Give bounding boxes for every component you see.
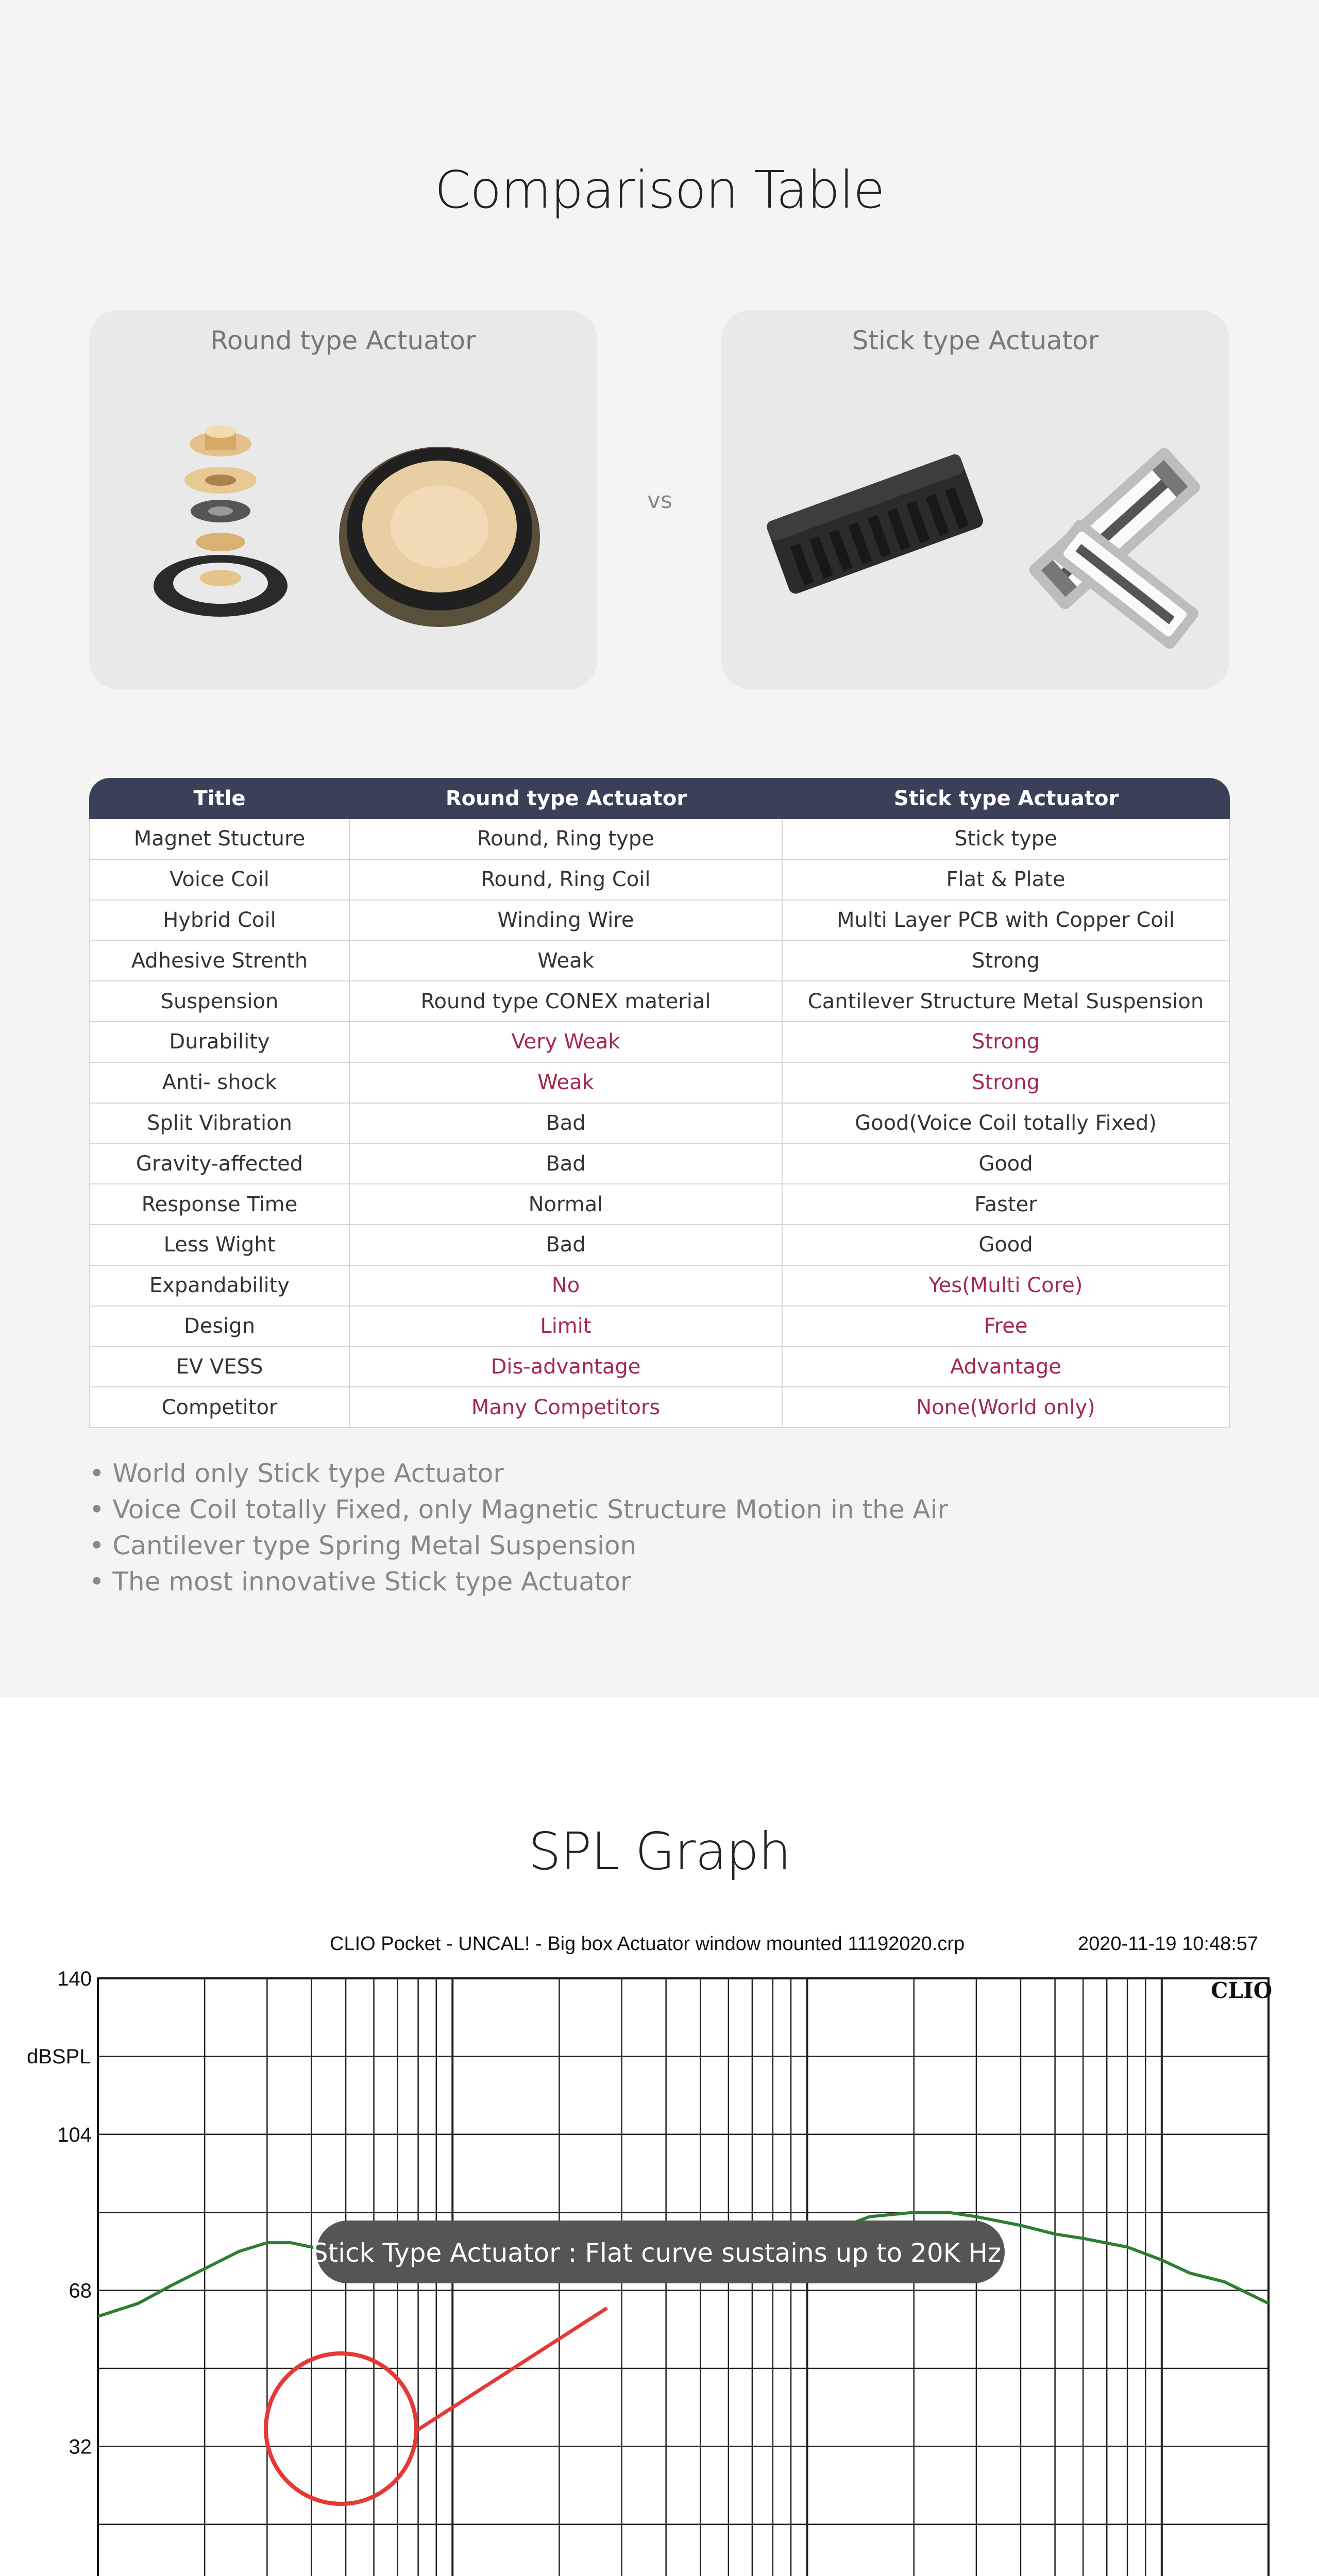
cell-title: Split Vibration <box>89 1104 350 1144</box>
cell-title: Design <box>89 1307 350 1347</box>
cell-stick: Strong <box>783 1022 1230 1063</box>
cell-round: Bad <box>350 1104 783 1144</box>
cell-title: Voice Coil <box>89 860 350 901</box>
round-card-title: Round type Actuator <box>210 326 476 355</box>
cell-stick: Stick type <box>783 819 1230 860</box>
table-row <box>89 901 1230 941</box>
spl-graph <box>0 1906 1319 2576</box>
cell-round: Round, Ring Coil <box>350 860 783 901</box>
bullet-item: • Cantilever type Spring Metal Suspension <box>89 1531 637 1561</box>
feature-bullets <box>89 1455 948 1600</box>
stick-actuator-card <box>721 310 1229 689</box>
col-header-round: Round type Actuator <box>350 778 783 819</box>
cell-round: Bad <box>350 1225 783 1266</box>
table-row <box>89 1063 1230 1104</box>
table-row <box>89 981 1230 1022</box>
cell-title: Expandability <box>89 1266 350 1307</box>
cell-round: Round, Ring type <box>350 819 783 860</box>
y-tick-label: 104 <box>57 2123 92 2146</box>
cell-stick: Multi Layer PCB with Copper Coil <box>783 901 1230 941</box>
y-axis-label: dBSPL <box>27 2045 91 2068</box>
comparison-title: Comparison Table <box>434 160 885 220</box>
comparison-table-body <box>89 819 1230 1428</box>
col-header-title: Title <box>89 778 350 819</box>
cell-title: Suspension <box>89 981 350 1022</box>
table-row <box>89 819 1230 860</box>
cell-title: EV VESS <box>89 1347 350 1387</box>
col-header-stick: Stick type Actuator <box>783 778 1230 819</box>
table-row <box>89 1104 1230 1144</box>
spl-chart <box>0 1906 1319 2576</box>
cell-stick: Good(Voice Coil totally Fixed) <box>783 1104 1230 1144</box>
cell-stick: Good <box>783 1225 1230 1266</box>
cell-stick: Good <box>783 1144 1230 1184</box>
cell-title: Anti- shock <box>89 1063 350 1104</box>
cell-title: Durability <box>89 1022 350 1063</box>
cell-round: Many Competitors <box>350 1387 783 1428</box>
cell-stick: None(World only) <box>783 1387 1230 1428</box>
cell-round: Dis-advantage <box>350 1347 783 1387</box>
cell-stick: Cantilever Structure Metal Suspension <box>783 981 1230 1022</box>
cell-stick: Flat & Plate <box>783 860 1230 901</box>
cell-title: Competitor <box>89 1387 350 1428</box>
cell-round: Very Weak <box>350 1022 783 1063</box>
vs-label: vs <box>647 487 672 514</box>
graph-header: CLIO Pocket - UNCAL! - Big box Actuator window mounted 11192020.crp <box>330 1933 965 1955</box>
cell-stick: Faster <box>783 1184 1230 1225</box>
table-row <box>89 1225 1230 1266</box>
y-tick-label: 68 <box>69 2279 92 2302</box>
table-header-row <box>89 778 1230 819</box>
y-tick-label: 32 <box>69 2435 92 2459</box>
table-row <box>89 1022 1230 1063</box>
clio-brand: CLIO <box>1211 1978 1273 2003</box>
table-row <box>89 1184 1230 1225</box>
cell-round: No <box>350 1266 783 1307</box>
cell-round: Weak <box>350 1063 783 1104</box>
spl-title: SPL Graph <box>528 1821 791 1882</box>
round-actuator-card <box>89 310 597 689</box>
table-row <box>89 1387 1230 1428</box>
cell-title: Gravity-affected <box>89 1144 350 1184</box>
bullet-item: • World only Stick type Actuator <box>89 1459 504 1488</box>
cell-title: Adhesive Strenth <box>89 941 350 981</box>
cell-stick: Free <box>783 1307 1230 1347</box>
cell-round: Limit <box>350 1307 783 1347</box>
bullet-item: • The most innovative Stick type Actuator <box>89 1567 631 1597</box>
cell-stick: Strong <box>783 1063 1230 1104</box>
table-row <box>89 1266 1230 1307</box>
bullet-item: • Voice Coil totally Fixed, only Magnetic Structure Motion in the Air <box>89 1495 949 1524</box>
round-actuator-image <box>89 310 597 689</box>
cell-round: Bad <box>350 1144 783 1184</box>
y-tick-label: 140 <box>57 1968 92 1990</box>
table-row <box>89 941 1230 981</box>
cell-round: Round type CONEX material <box>350 981 783 1022</box>
cell-title: Response Time <box>89 1184 350 1225</box>
cell-round: Weak <box>350 941 783 981</box>
table-row <box>89 860 1230 901</box>
callout-text: Stick Type Actuator : Flat curve sustains up to 20K Hz. <box>311 2238 1010 2268</box>
cell-round: Normal <box>350 1184 783 1225</box>
cell-stick: Advantage <box>783 1347 1230 1387</box>
stick-actuator-image <box>721 310 1229 689</box>
cell-stick: Strong <box>783 941 1230 981</box>
cell-title: Hybrid Coil <box>89 901 350 941</box>
cell-round: Winding Wire <box>350 901 783 941</box>
cell-title: Magnet Stucture <box>89 819 350 860</box>
graph-date: 2020-11-19 10:48:57 <box>1078 1933 1259 1955</box>
comparison-table <box>89 778 1230 1428</box>
stick-card-title: Stick type Actuator <box>852 326 1099 355</box>
table-row <box>89 1307 1230 1347</box>
cell-stick: Yes(Multi Core) <box>783 1266 1230 1307</box>
cell-title: Less Wight <box>89 1225 350 1266</box>
table-row <box>89 1144 1230 1184</box>
table-row <box>89 1347 1230 1387</box>
